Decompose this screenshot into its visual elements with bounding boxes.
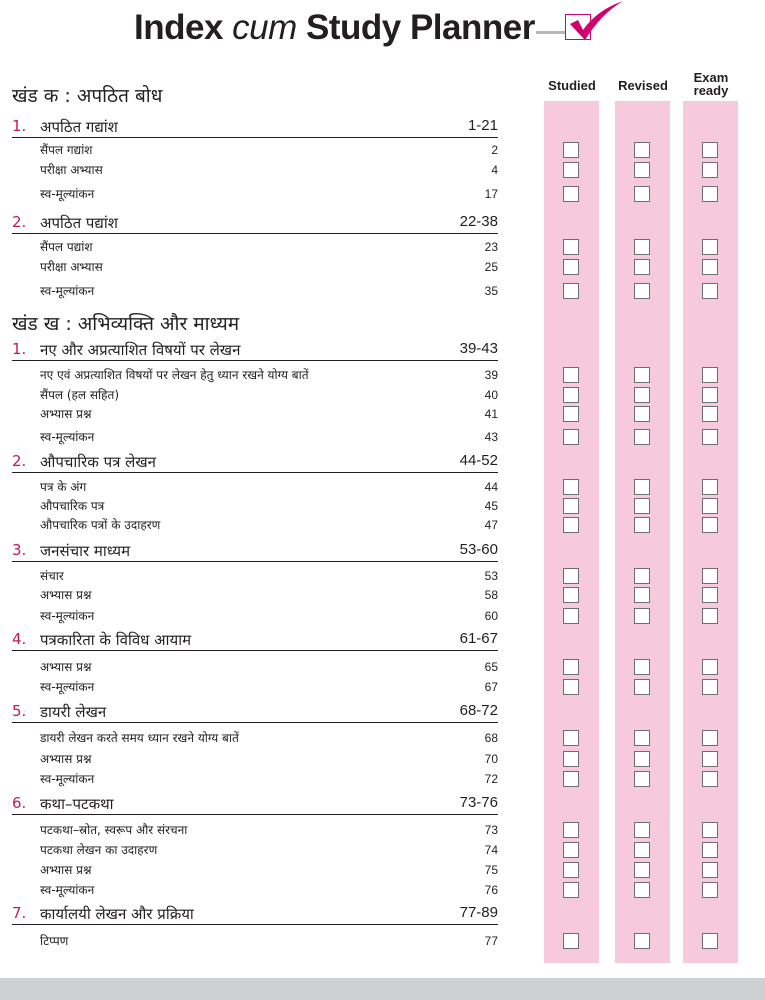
exam-ready-checkbox[interactable] bbox=[702, 608, 718, 624]
topic-page-number: 35 bbox=[484, 284, 498, 298]
exam-ready-checkbox[interactable] bbox=[702, 479, 718, 495]
studied-checkbox[interactable] bbox=[563, 751, 579, 767]
chapter-title: अपठित पद्यांश bbox=[40, 214, 118, 232]
topic-title: परीक्षा अभ्यास bbox=[40, 260, 103, 274]
chapter-number: 1. bbox=[12, 340, 27, 358]
exam-ready-checkbox[interactable] bbox=[702, 587, 718, 603]
studied-checkbox[interactable] bbox=[563, 608, 579, 624]
title-decorative-line bbox=[536, 31, 566, 34]
exam-ready-checkbox[interactable] bbox=[702, 659, 718, 675]
exam-ready-checkbox[interactable] bbox=[702, 186, 718, 202]
topic-title: टिप्पण bbox=[40, 934, 69, 948]
topic-title: अभ्यास प्रश्न bbox=[40, 752, 92, 766]
studied-checkbox[interactable] bbox=[563, 387, 579, 403]
exam-ready-checkbox[interactable] bbox=[702, 406, 718, 422]
topic-title: संचार bbox=[40, 569, 64, 583]
revised-checkbox[interactable] bbox=[634, 862, 650, 878]
studied-checkbox[interactable] bbox=[563, 587, 579, 603]
chapter-title: औपचारिक पत्र लेखन bbox=[40, 453, 156, 471]
studied-checkbox[interactable] bbox=[563, 186, 579, 202]
revised-checkbox[interactable] bbox=[634, 587, 650, 603]
topic-page-number: 45 bbox=[484, 499, 498, 513]
column-header-exam-line1: Exam bbox=[693, 70, 729, 85]
topic-page-number: 72 bbox=[484, 772, 498, 786]
exam-ready-checkbox[interactable] bbox=[702, 842, 718, 858]
exam-ready-checkbox[interactable] bbox=[702, 429, 718, 445]
topic-title: सैंपल पद्यांश bbox=[40, 240, 93, 254]
topic-page-number: 44 bbox=[484, 480, 498, 494]
chapter-title: नए और अप्रत्याशित विषयों पर लेखन bbox=[40, 341, 241, 359]
topic-title: परीक्षा अभ्यास bbox=[40, 163, 103, 177]
column-header-revised: Revised bbox=[618, 78, 668, 93]
column-header-exam-line2: ready bbox=[693, 83, 729, 98]
topic-title: औपचारिक पत्रों के उदाहरण bbox=[40, 518, 161, 532]
exam-ready-checkbox[interactable] bbox=[702, 730, 718, 746]
revised-checkbox[interactable] bbox=[634, 933, 650, 949]
footer-bar bbox=[0, 978, 765, 1000]
topic-title: अभ्यास प्रश्न bbox=[40, 588, 92, 602]
topic-page-number: 39 bbox=[484, 368, 498, 382]
chapter-divider bbox=[12, 472, 498, 473]
chapter-divider bbox=[12, 814, 498, 815]
chapter-page-range: 44-52 bbox=[459, 452, 498, 469]
topic-page-number: 17 bbox=[484, 187, 498, 201]
topic-page-number: 67 bbox=[484, 680, 498, 694]
studied-checkbox[interactable] bbox=[563, 822, 579, 838]
revised-checkbox[interactable] bbox=[634, 162, 650, 178]
studied-checkbox[interactable] bbox=[563, 479, 579, 495]
topic-page-number: 77 bbox=[484, 934, 498, 948]
chapter-divider bbox=[12, 137, 498, 138]
exam-ready-checkbox[interactable] bbox=[702, 679, 718, 695]
studied-checkbox[interactable] bbox=[563, 771, 579, 787]
topic-title: अभ्यास प्रश्न bbox=[40, 407, 92, 421]
topic-title: स्व-मूल्यांकन bbox=[40, 187, 95, 201]
revised-checkbox[interactable] bbox=[634, 259, 650, 275]
topic-page-number: 53 bbox=[484, 569, 498, 583]
chapter-divider bbox=[12, 650, 498, 651]
chapter-number: 2. bbox=[12, 213, 27, 231]
revised-checkbox[interactable] bbox=[634, 498, 650, 514]
exam-ready-checkbox[interactable] bbox=[702, 771, 718, 787]
section-heading: खंड क : अपठित बोध bbox=[12, 85, 163, 107]
revised-checkbox[interactable] bbox=[634, 142, 650, 158]
topic-page-number: 47 bbox=[484, 518, 498, 532]
exam-ready-checkbox[interactable] bbox=[702, 517, 718, 533]
exam-ready-checkbox[interactable] bbox=[702, 387, 718, 403]
topic-title: सैंपल गद्यांश bbox=[40, 143, 93, 157]
revised-checkbox[interactable] bbox=[634, 367, 650, 383]
chapter-number: 2. bbox=[12, 452, 27, 470]
topic-page-number: 73 bbox=[484, 823, 498, 837]
chapter-title: कार्यालयी लेखन और प्रक्रिया bbox=[40, 905, 194, 923]
topic-title: पटकथा लेखन का उदाहरण bbox=[40, 843, 158, 857]
exam-ready-checkbox[interactable] bbox=[702, 933, 718, 949]
topic-title: डायरी लेखन करते समय ध्यान रखने योग्य बातें bbox=[40, 731, 239, 745]
topic-page-number: 74 bbox=[484, 843, 498, 857]
revised-checkbox[interactable] bbox=[634, 429, 650, 445]
topic-page-number: 68 bbox=[484, 731, 498, 745]
column-header-exam-ready bbox=[681, 71, 741, 97]
revised-checkbox[interactable] bbox=[634, 608, 650, 624]
topic-page-number: 40 bbox=[484, 388, 498, 402]
studied-checkbox[interactable] bbox=[563, 517, 579, 533]
topic-title: स्व-मूल्यांकन bbox=[40, 772, 95, 786]
topic-page-number: 23 bbox=[484, 240, 498, 254]
chapter-title: डायरी लेखन bbox=[40, 703, 107, 721]
studied-checkbox[interactable] bbox=[563, 679, 579, 695]
exam-ready-checkbox[interactable] bbox=[702, 283, 718, 299]
exam-ready-checkbox[interactable] bbox=[702, 751, 718, 767]
revised-checkbox[interactable] bbox=[634, 771, 650, 787]
studied-checkbox[interactable] bbox=[563, 730, 579, 746]
topic-page-number: 2 bbox=[491, 143, 498, 157]
revised-checkbox[interactable] bbox=[634, 730, 650, 746]
studied-checkbox[interactable] bbox=[563, 142, 579, 158]
revised-checkbox[interactable] bbox=[634, 406, 650, 422]
title-index: Index bbox=[134, 8, 223, 47]
section-heading: खंड ख : अभिव्यक्ति और माध्यम bbox=[12, 313, 240, 335]
topic-title: औपचारिक पत्र bbox=[40, 499, 105, 513]
exam-ready-checkbox[interactable] bbox=[702, 862, 718, 878]
exam-ready-checkbox[interactable] bbox=[702, 822, 718, 838]
revised-checkbox[interactable] bbox=[634, 283, 650, 299]
chapter-page-range: 22-38 bbox=[459, 213, 498, 230]
studied-checkbox[interactable] bbox=[563, 842, 579, 858]
chapter-divider bbox=[12, 233, 498, 234]
page-title bbox=[134, 8, 535, 52]
topic-title: स्व-मूल्यांकन bbox=[40, 284, 95, 298]
topic-page-number: 65 bbox=[484, 660, 498, 674]
revised-checkbox[interactable] bbox=[634, 751, 650, 767]
exam-ready-checkbox[interactable] bbox=[702, 162, 718, 178]
studied-checkbox[interactable] bbox=[563, 933, 579, 949]
revised-checkbox[interactable] bbox=[634, 679, 650, 695]
revised-checkbox[interactable] bbox=[634, 479, 650, 495]
chapter-page-range: 77-89 bbox=[459, 904, 498, 921]
studied-checkbox[interactable] bbox=[563, 259, 579, 275]
studied-checkbox[interactable] bbox=[563, 283, 579, 299]
chapter-title: कथा–पटकथा bbox=[40, 795, 114, 813]
chapter-page-range: 53-60 bbox=[459, 541, 498, 558]
topic-title: स्व-मूल्यांकन bbox=[40, 609, 95, 623]
exam-ready-checkbox[interactable] bbox=[702, 142, 718, 158]
exam-ready-checkbox[interactable] bbox=[702, 259, 718, 275]
chapter-number: 4. bbox=[12, 630, 27, 648]
exam-ready-checkbox[interactable] bbox=[702, 239, 718, 255]
chapter-number: 3. bbox=[12, 541, 27, 559]
revised-checkbox[interactable] bbox=[634, 387, 650, 403]
studied-checkbox[interactable] bbox=[563, 659, 579, 675]
topic-title: अभ्यास प्रश्न bbox=[40, 863, 92, 877]
exam-ready-checkbox[interactable] bbox=[702, 367, 718, 383]
studied-checkbox[interactable] bbox=[563, 367, 579, 383]
topic-title: नए एवं अप्रत्याशित विषयों पर लेखन हेतु ध्यान रखने योग्य बातें bbox=[40, 368, 309, 382]
chapter-number: 7. bbox=[12, 904, 27, 922]
column-header-studied: Studied bbox=[548, 78, 596, 93]
revised-checkbox[interactable] bbox=[634, 568, 650, 584]
topic-title: सैंपल (हल सहित) bbox=[40, 388, 119, 402]
title-study-planner: Study Planner bbox=[306, 8, 535, 47]
topic-title: पटकथा–स्रोत, स्वरूप और संरचना bbox=[40, 823, 188, 837]
revised-checkbox[interactable] bbox=[634, 186, 650, 202]
chapter-divider bbox=[12, 360, 498, 361]
revised-checkbox[interactable] bbox=[634, 882, 650, 898]
topic-title: स्व-मूल्यांकन bbox=[40, 430, 95, 444]
revised-checkbox[interactable] bbox=[634, 517, 650, 533]
topic-page-number: 41 bbox=[484, 407, 498, 421]
topic-title: पत्र के अंग bbox=[40, 480, 87, 494]
topic-title: अभ्यास प्रश्न bbox=[40, 660, 92, 674]
revised-checkbox[interactable] bbox=[634, 822, 650, 838]
chapter-number: 6. bbox=[12, 794, 27, 812]
revised-checkbox[interactable] bbox=[634, 239, 650, 255]
chapter-number: 5. bbox=[12, 702, 27, 720]
exam-ready-checkbox[interactable] bbox=[702, 498, 718, 514]
studied-checkbox[interactable] bbox=[563, 568, 579, 584]
topic-page-number: 25 bbox=[484, 260, 498, 274]
topic-page-number: 43 bbox=[484, 430, 498, 444]
topic-title: स्व-मूल्यांकन bbox=[40, 883, 95, 897]
studied-checkbox[interactable] bbox=[563, 498, 579, 514]
studied-checkbox[interactable] bbox=[563, 429, 579, 445]
chapter-page-range: 61-67 bbox=[459, 630, 498, 647]
studied-checkbox[interactable] bbox=[563, 162, 579, 178]
topic-page-number: 4 bbox=[491, 163, 498, 177]
topic-page-number: 58 bbox=[484, 588, 498, 602]
studied-checkbox[interactable] bbox=[563, 862, 579, 878]
studied-checkbox[interactable] bbox=[563, 406, 579, 422]
chapter-divider bbox=[12, 561, 498, 562]
topic-page-number: 60 bbox=[484, 609, 498, 623]
chapter-divider bbox=[12, 722, 498, 723]
chapter-page-range: 39-43 bbox=[459, 340, 498, 357]
exam-ready-checkbox[interactable] bbox=[702, 568, 718, 584]
chapter-divider bbox=[12, 924, 498, 925]
chapter-title: अपठित गद्यांश bbox=[40, 118, 118, 136]
topic-page-number: 70 bbox=[484, 752, 498, 766]
chapter-page-range: 73-76 bbox=[459, 794, 498, 811]
chapter-page-range: 68-72 bbox=[459, 702, 498, 719]
exam-ready-checkbox[interactable] bbox=[702, 882, 718, 898]
studied-checkbox[interactable] bbox=[563, 882, 579, 898]
title-cum: cum bbox=[232, 8, 297, 47]
revised-checkbox[interactable] bbox=[634, 659, 650, 675]
chapter-page-range: 1-21 bbox=[467, 117, 498, 134]
topic-page-number: 75 bbox=[484, 863, 498, 877]
topic-page-number: 76 bbox=[484, 883, 498, 897]
studied-checkbox[interactable] bbox=[563, 239, 579, 255]
revised-checkbox[interactable] bbox=[634, 842, 650, 858]
topic-title: स्व-मूल्यांकन bbox=[40, 680, 95, 694]
chapter-title: पत्रकारिता के विविध आयाम bbox=[40, 631, 192, 649]
chapter-number: 1. bbox=[12, 117, 27, 135]
checkmark-icon bbox=[565, 0, 625, 44]
chapter-title: जनसंचार माध्यम bbox=[40, 542, 131, 560]
